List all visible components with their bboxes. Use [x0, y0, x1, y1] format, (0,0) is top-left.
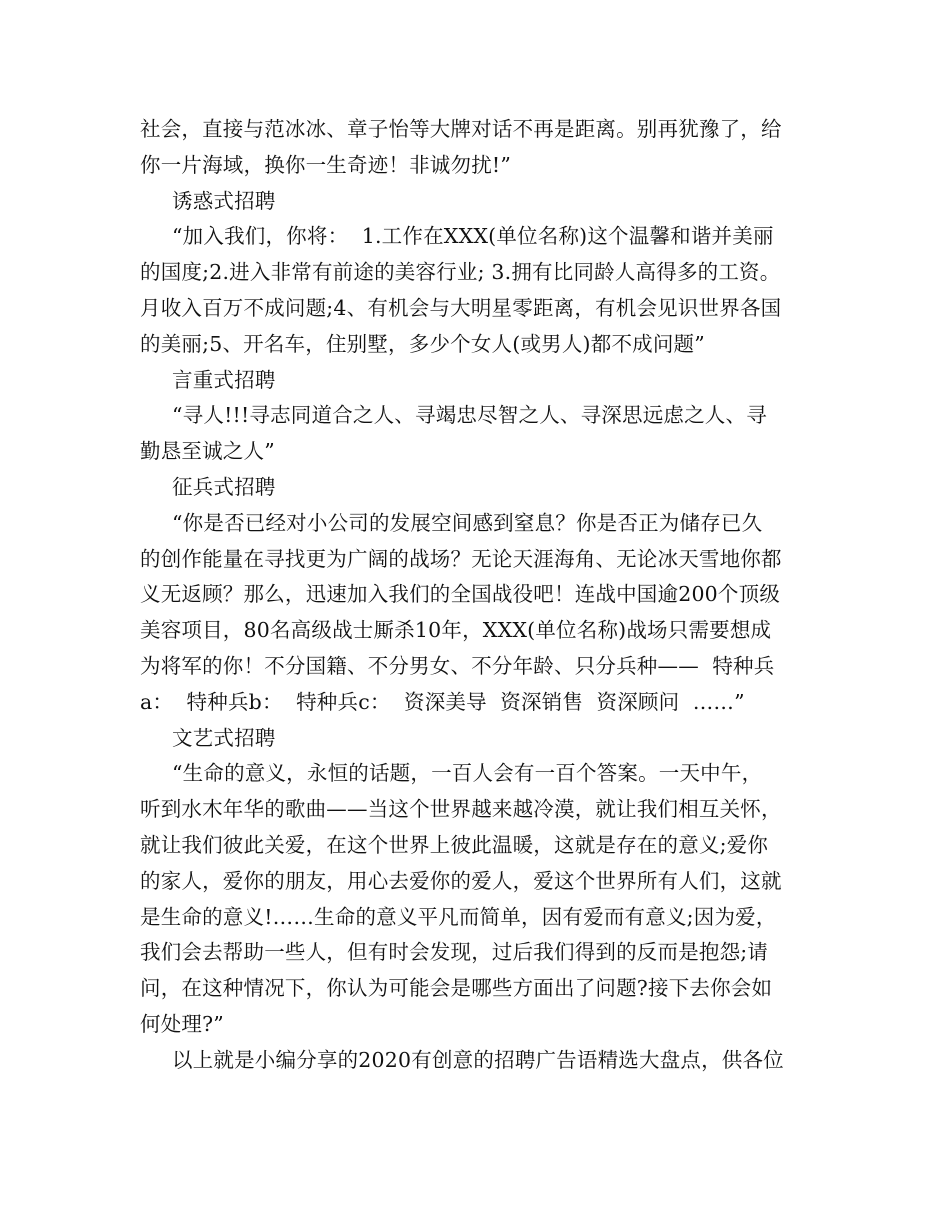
paragraph-line: “你是否已经对小公司的发展空间感到窒息？你是否正为储存已久 [172, 510, 763, 535]
paragraph-line: a： 特种兵b： 特种兵c： 资深美导 资深销售 资深顾问 ……” [140, 689, 745, 714]
paragraph-line: 的家人，爱你的朋友，用心去爱你的爱人，爱这个世界所有人们，这就 [140, 868, 782, 893]
section-heading: 文艺式招聘 [172, 725, 276, 750]
paragraph-line: 的创作能量在寻找更为广阔的战场？无论天涯海角、无论冰天雪地你都 [140, 546, 782, 571]
section-heading: 征兵式招聘 [172, 474, 276, 499]
document-body [140, 112, 820, 1079]
paragraph-line: 问，在这种情况下，你认为可能会是哪些方面出了问题?接下去你会如 [140, 976, 773, 1001]
paragraph-line: 我们会去帮助一些人，但有时会发现，过后我们得到的反而是抱怨;请 [140, 940, 769, 965]
paragraph-line: 为将军的你！不分国籍、不分男女、不分年龄、只分兵种—— 特种兵 [140, 653, 775, 678]
paragraph-line: 就让我们彼此关爱，在这个世界上彼此温暖，这就是存在的意义;爱你 [140, 832, 769, 857]
section-heading: 言重式招聘 [172, 367, 276, 392]
paragraph-line: 的国度;2.进入非常有前途的美容行业; 3.拥有比同龄人高得多的工资。 [140, 260, 781, 285]
section-heading: 诱惑式招聘 [172, 188, 276, 213]
paragraph-line: 的美丽;5、开名车，住别墅，多少个女人(或男人)都不成问题” [140, 331, 705, 356]
paragraph-line: 是生命的意义!……生命的意义平凡而简单，因有爱而有意义;因为爱， [140, 904, 777, 929]
paragraph-line: 社会，直接与范冰冰、章子怡等大牌对话不再是距离。别再犹豫了，给 [140, 117, 782, 141]
paragraph-line: 月收入百万不成问题;4、有机会与大明星零距离，有机会见识世界各国 [140, 295, 782, 320]
paragraph-line: 以上就是小编分享的2020有创意的招聘广告语精选大盘点，供各位 [172, 1047, 784, 1072]
paragraph-line: 何处理?” [140, 1011, 224, 1036]
paragraph-line: “生命的意义，永恒的话题，一百人会有一百个答案。一天中午， [172, 761, 763, 786]
paragraph-line: “寻人!!!寻志同道合之人、寻竭忠尽智之人、寻深思远虑之人、寻 [172, 403, 767, 428]
paragraph-line: 你一片海域，换你一生奇迹！非诚勿扰!” [140, 152, 512, 177]
paragraph-line: 勤恳至诚之人” [140, 439, 275, 464]
paragraph-line: 义无返顾？那么，迅速加入我们的全国战役吧！连战中国逾200个顶级 [140, 582, 781, 607]
paragraph-line: “加入我们，你将： 1.工作在XXX(单位名称)这个温馨和谐并美丽 [172, 224, 774, 249]
paragraph-line: 美容项目，80名高级战士厮杀10年，XXX(单位名称)战场只需要想成 [140, 618, 772, 643]
paragraph-line: 听到水木年华的歌曲——当这个世界越来越冷漠，就让我们相互关怀， [140, 797, 782, 822]
